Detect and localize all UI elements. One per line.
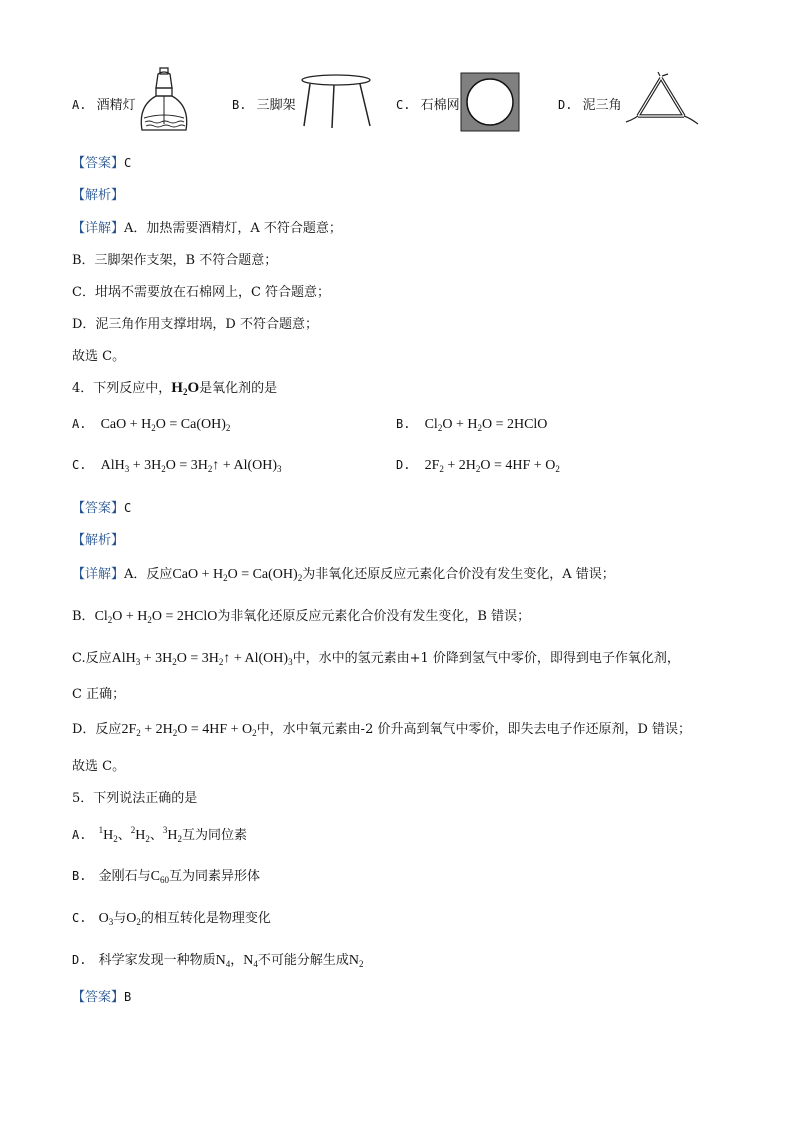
q5-option-b — [72, 865, 260, 885]
option-letter: A. — [72, 98, 87, 112]
answer-value: C — [124, 501, 132, 515]
stem-suffix: 是氧化剂的是 — [199, 381, 278, 396]
q4-detail-d — [72, 718, 691, 738]
option-c — [396, 94, 460, 113]
equation: $AlH_3 + 3H_2O$ = $3H_2↑ + Al(OH)_3$ — [111, 651, 293, 667]
detail-suffix: 中，水中的氢元素由+1 价降到氢气中零价，即得到电子作氧化剂， — [292, 651, 680, 666]
option-suffix: 的相互转化是物理变化 — [140, 911, 271, 926]
detail-prefix: B． — [72, 609, 95, 624]
q3-analysis-tag: 【解析】 — [72, 188, 125, 203]
equation: $Cl_2O + H_2O$ = 2HClO — [424, 417, 548, 433]
option-letter: A. — [72, 828, 87, 842]
q3-detail-c: C．坩埚不需要放在石棉网上，C 符合题意； — [72, 285, 331, 300]
q4-stem — [72, 377, 277, 397]
formula-n2: $N_2$ — [348, 953, 364, 969]
option-prefix: 科学家发现一种物质 — [98, 953, 216, 968]
q4-conclusion: 故选 C。 — [72, 759, 126, 774]
option-letter: C. — [72, 458, 87, 472]
option-text: 三脚架 — [256, 98, 296, 113]
q4-analysis-tag: 【解析】 — [72, 533, 125, 548]
answer-value: C — [124, 156, 132, 170]
formula-c60: $C_{60}$ — [150, 869, 169, 885]
alcohol-lamp-figure — [136, 66, 192, 136]
detail-prefix: C.反应 — [72, 651, 112, 666]
q5-option-d — [72, 949, 364, 969]
q3-conclusion: 故选 C。 — [72, 349, 126, 364]
isotope-1h2: $^1H_2$ — [98, 825, 118, 844]
q4-detail-c-cont: C 正确； — [72, 687, 126, 702]
formula-o2: $O_2$ — [126, 911, 141, 927]
option-letter: C. — [72, 911, 87, 925]
equation: $Cl_2O + H_2O$ = 2HClO — [94, 609, 218, 625]
detail-suffix: 中，水中氧元素由-2 价升高到氧气中零价，即失去电子作还原剂，D 错误； — [256, 722, 692, 737]
equation: $2F_2 + 2H_2O = 4HF + O_2$ — [424, 458, 560, 474]
formula-o3: $O_3$ — [98, 911, 114, 927]
q3-detail-a — [72, 217, 342, 236]
q5-option-a — [72, 824, 247, 844]
formula-n4: $N_4$ — [215, 953, 231, 969]
isotope-3h2: $^3H_2$ — [162, 825, 182, 844]
option-text: 石棉网 — [420, 98, 460, 113]
answer-value: B — [124, 990, 132, 1004]
option-mid: ， — [230, 953, 244, 968]
tripod-figure — [298, 70, 376, 132]
formula-h2o: $H_2O$ — [171, 380, 200, 397]
q4-detail-c — [72, 647, 680, 667]
q5-stem: 5．下列说法正确的是 — [72, 791, 198, 806]
answer-tag: 【答案】 — [72, 990, 125, 1005]
option-b — [232, 94, 296, 113]
separator: 、 — [149, 828, 163, 843]
answer-tag: 【答案】 — [72, 156, 125, 171]
clay-triangle-figure — [624, 70, 700, 132]
detail-prefix: A．反应 — [124, 567, 173, 582]
option-a — [72, 94, 136, 113]
option-suffix: 互为同位素 — [182, 828, 248, 843]
q4-detail-b — [72, 605, 530, 625]
q5-option-c — [72, 907, 271, 927]
option-suffix: 不可能分解生成 — [257, 953, 349, 968]
q4-answer — [72, 497, 131, 516]
detail-suffix: 为非氧化还原反应元素化合价没有发生变化，B 错误； — [217, 609, 531, 624]
separator: 、 — [117, 828, 131, 843]
option-letter: A. — [72, 417, 87, 431]
detail-prefix: D．反应 — [72, 722, 122, 737]
option-letter: C. — [396, 98, 411, 112]
option-letter: B. — [72, 869, 87, 883]
q3-answer — [72, 152, 131, 171]
q4-option-d — [396, 458, 560, 474]
equation: CaO + $H_2O = Ca(OH)_2$ — [100, 417, 231, 433]
option-text: 泥三角 — [582, 98, 622, 113]
asbestos-gauze-figure — [460, 72, 520, 132]
equation: $AlH_3 + 3H_2O$ = $3H_2↑ + Al(OH)_3$ — [100, 458, 282, 474]
isotope-2h2: $^2H_2$ — [130, 825, 150, 844]
option-prefix: 金刚石与 — [98, 869, 151, 884]
q4-detail-a — [72, 563, 615, 583]
detail-tag: 【详解】 — [72, 221, 125, 236]
detail-text: A．加热需要酒精灯，A 不符合题意； — [124, 221, 342, 236]
equation: $2F_2 + 2H_2O = 4HF + O_2$ — [121, 722, 257, 738]
q3-detail-d: D．泥三角作用支撑坩埚，D 不符合题意； — [72, 317, 318, 332]
option-d — [558, 94, 622, 113]
q3-detail-b: B．三脚架作支架，B 不符合题意； — [72, 253, 278, 268]
q4-option-b — [396, 417, 547, 433]
answer-tag: 【答案】 — [72, 501, 125, 516]
detail-tag: 【详解】 — [72, 567, 125, 582]
option-letter: B. — [396, 417, 411, 431]
option-suffix: 互为同素异形体 — [168, 869, 260, 884]
equation: CaO + $H_2O = Ca(OH)_2$ — [172, 567, 303, 583]
q5-answer — [72, 986, 131, 1005]
q4-option-c — [72, 458, 282, 474]
option-letter: D. — [396, 458, 411, 472]
detail-suffix: 为非氧化还原反应元素化合价没有发生变化，A 错误； — [302, 567, 615, 582]
option-letter: D. — [558, 98, 573, 112]
formula-n4: $N_4$ — [243, 953, 258, 969]
option-mid: 与 — [113, 911, 127, 926]
q4-option-a — [72, 417, 230, 433]
stem-prefix: 4．下列反应中， — [72, 381, 172, 396]
option-letter: B. — [232, 98, 247, 112]
option-text: 酒精灯 — [96, 98, 136, 113]
option-letter: D. — [72, 953, 87, 967]
